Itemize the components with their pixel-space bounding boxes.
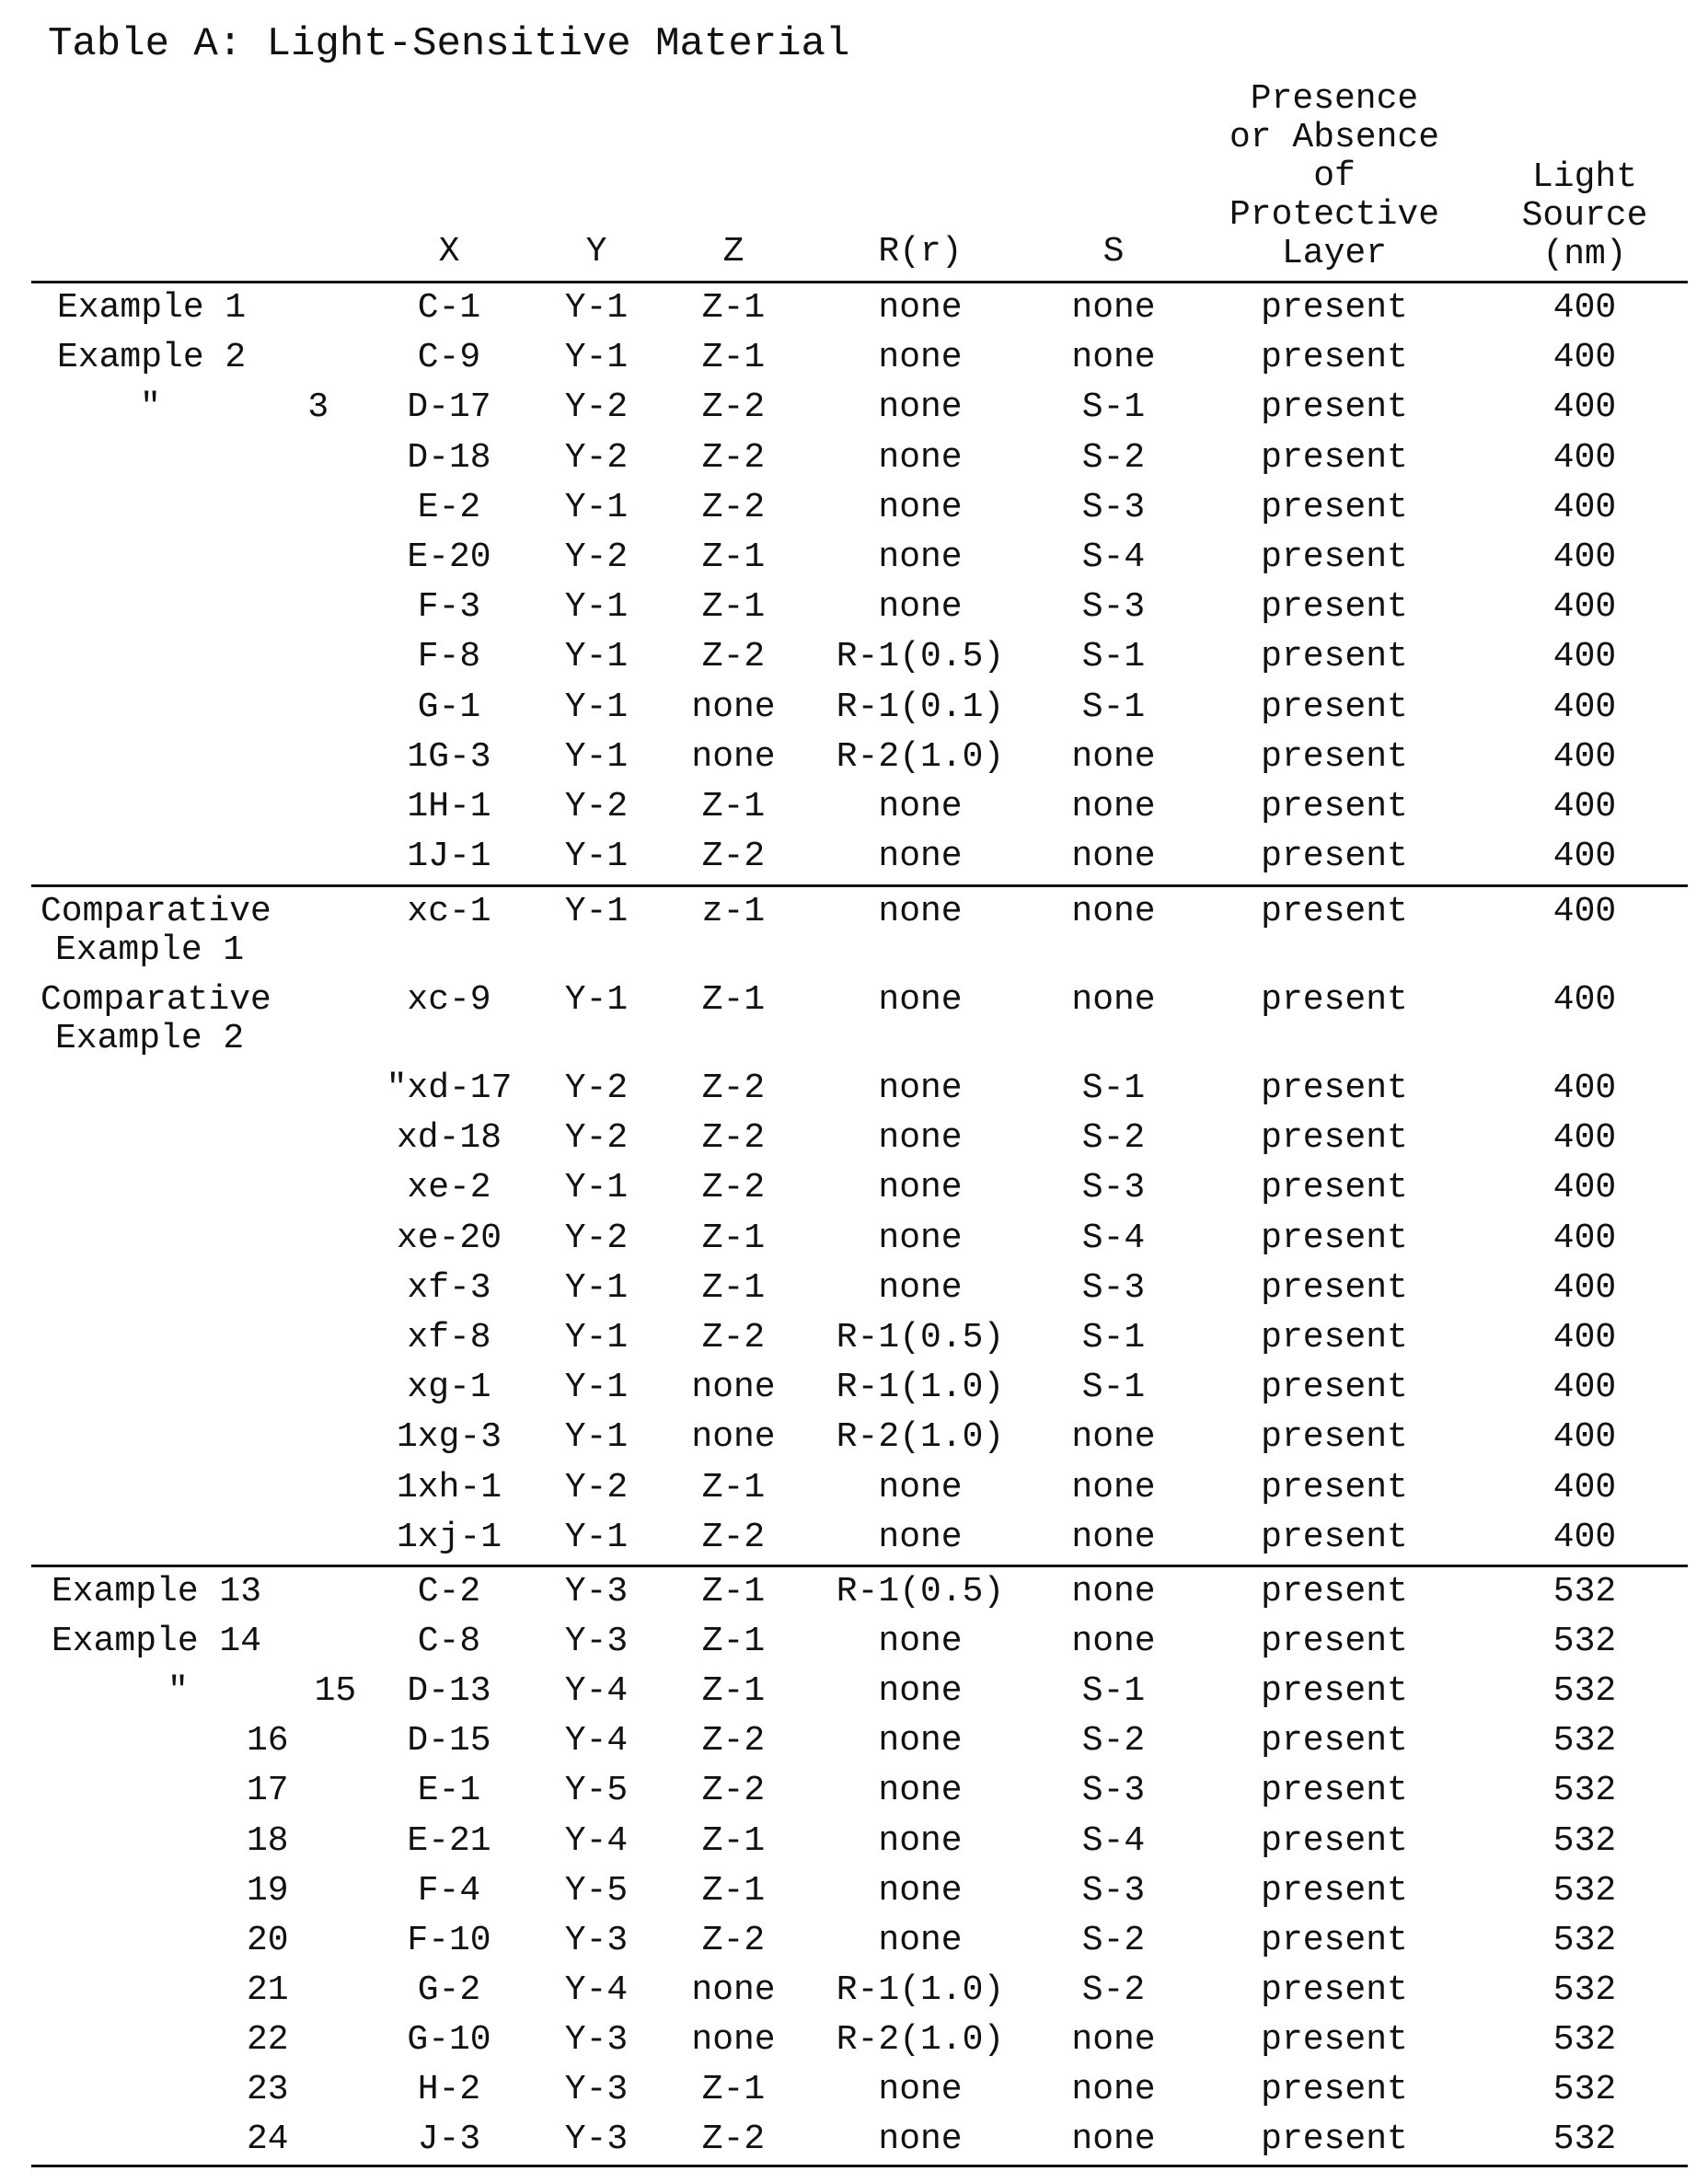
cell-x: 1J-1	[407, 837, 490, 876]
cell-protective: present	[1261, 981, 1408, 1020]
row-label: Example 14	[52, 1623, 261, 1661]
cell-y: Y-1	[565, 289, 628, 328]
row-label: Example 13	[52, 1573, 261, 1611]
cell-z: Z-1	[702, 788, 765, 826]
cell-r: none	[878, 1069, 962, 1108]
table-title: Table A: Light-Sensitive Material	[48, 20, 849, 68]
cell-x: G-2	[418, 1971, 480, 2010]
cell-light: 400	[1553, 339, 1616, 377]
cell-x: 1xj-1	[397, 1519, 502, 1557]
header-y: Y	[586, 233, 607, 271]
cell-z: Z-2	[702, 638, 765, 676]
cell-x: xe-2	[407, 1169, 490, 1207]
row-label: Comparative	[40, 981, 271, 1020]
cell-y: Y-1	[565, 893, 628, 931]
cell-r: none	[878, 1922, 962, 1960]
cell-s: none	[1071, 1623, 1155, 1661]
cell-x: 1xh-1	[397, 1469, 502, 1507]
cell-z: Z-2	[702, 1169, 765, 1207]
cell-x: E-21	[407, 1822, 490, 1861]
cell-y: Y-4	[565, 1822, 628, 1861]
cell-x: "xd-17	[387, 1069, 513, 1108]
row-label: 19	[247, 1872, 289, 1911]
cell-s: S-3	[1082, 1169, 1145, 1207]
cell-protective: present	[1261, 339, 1408, 377]
cell-x: F-4	[418, 1872, 480, 1911]
cell-y: Y-3	[565, 2071, 628, 2109]
cell-z: Z-1	[702, 1672, 765, 1711]
row-label-line2: Example 2	[55, 1020, 244, 1058]
cell-x: E-1	[418, 1772, 480, 1810]
cell-s: none	[1071, 981, 1155, 1020]
cell-r: R-1(1.0)	[837, 1971, 1004, 2010]
cell-y: Y-1	[565, 688, 628, 727]
cell-y: Y-1	[565, 1169, 628, 1207]
cell-protective: present	[1261, 1069, 1408, 1108]
cell-z: Z-1	[702, 1469, 765, 1507]
cell-light: 400	[1553, 489, 1616, 527]
cell-protective: present	[1261, 1722, 1408, 1761]
cell-s: S-1	[1082, 1319, 1145, 1357]
cell-protective: present	[1261, 1519, 1408, 1557]
cell-r: none	[878, 588, 962, 627]
cell-light: 532	[1553, 1722, 1616, 1761]
cell-z: Z-2	[702, 1319, 765, 1357]
cell-light: 400	[1553, 788, 1616, 826]
cell-x: G-10	[407, 2021, 490, 2060]
cell-z: Z-1	[702, 538, 765, 577]
cell-y: Y-2	[565, 1219, 628, 1258]
header-light-3: (nm)	[1542, 236, 1626, 274]
cell-s: S-4	[1082, 1822, 1145, 1861]
cell-x: 1G-3	[407, 738, 490, 777]
cell-x: D-17	[407, 388, 490, 427]
cell-z: Z-1	[702, 2071, 765, 2109]
cell-protective: present	[1261, 289, 1408, 328]
cell-x: C-1	[418, 289, 480, 328]
cell-z: none	[691, 1369, 775, 1407]
cell-protective: present	[1261, 1269, 1408, 1308]
cell-light: 532	[1553, 2120, 1616, 2159]
cell-x: xc-1	[407, 893, 490, 931]
cell-s: none	[1071, 289, 1155, 328]
cell-y: Y-4	[565, 1722, 628, 1761]
cell-x: D-13	[407, 1672, 490, 1711]
cell-light: 400	[1553, 538, 1616, 577]
cell-r: none	[878, 1772, 962, 1810]
cell-protective: present	[1261, 1872, 1408, 1911]
cell-protective: present	[1261, 1822, 1408, 1861]
cell-x: C-9	[418, 339, 480, 377]
row-label: 17	[247, 1772, 289, 1810]
cell-x: E-20	[407, 538, 490, 577]
cell-x: J-3	[418, 2120, 480, 2159]
cell-r: none	[878, 1219, 962, 1258]
cell-light: 532	[1553, 1573, 1616, 1611]
cell-s: none	[1071, 893, 1155, 931]
cell-z: none	[691, 1418, 775, 1457]
cell-y: Y-2	[565, 388, 628, 427]
cell-protective: present	[1261, 688, 1408, 727]
cell-r: none	[878, 1623, 962, 1661]
cell-r: none	[878, 981, 962, 1020]
cell-x: E-2	[418, 489, 480, 527]
cell-x: 1xg-3	[397, 1418, 502, 1457]
cell-light: 400	[1553, 1469, 1616, 1507]
cell-y: Y-1	[565, 339, 628, 377]
cell-protective: present	[1261, 1672, 1408, 1711]
cell-light: 400	[1553, 1369, 1616, 1407]
cell-light: 400	[1553, 1269, 1616, 1308]
cell-r: none	[878, 788, 962, 826]
cell-r: none	[878, 1119, 962, 1158]
header-protective-3: of	[1313, 157, 1356, 196]
cell-light: 400	[1553, 638, 1616, 676]
cell-protective: present	[1261, 1219, 1408, 1258]
row-label: 23	[247, 2071, 289, 2109]
row-label: " 15	[167, 1672, 356, 1711]
cell-r: none	[878, 1519, 962, 1557]
cell-protective: present	[1261, 489, 1408, 527]
cell-light: 400	[1553, 1169, 1616, 1207]
cell-protective: present	[1261, 439, 1408, 478]
cell-y: Y-1	[565, 1319, 628, 1357]
cell-x: D-18	[407, 439, 490, 478]
cell-protective: present	[1261, 893, 1408, 931]
row-label-line2: Example 1	[55, 931, 244, 970]
cell-r: none	[878, 1722, 962, 1761]
cell-protective: present	[1261, 1772, 1408, 1810]
row-label: Example 1	[57, 289, 246, 328]
cell-y: Y-1	[565, 981, 628, 1020]
cell-x: C-8	[418, 1623, 480, 1661]
cell-z: Z-1	[702, 289, 765, 328]
cell-protective: present	[1261, 388, 1408, 427]
row-label: 16	[247, 1722, 289, 1761]
cell-z: Z-2	[702, 439, 765, 478]
cell-protective: present	[1261, 837, 1408, 876]
cell-protective: present	[1261, 1418, 1408, 1457]
cell-light: 532	[1553, 2021, 1616, 2060]
group-rule	[31, 1565, 1688, 1567]
cell-z: Z-2	[702, 1722, 765, 1761]
cell-protective: present	[1261, 738, 1408, 777]
cell-s: none	[1071, 1469, 1155, 1507]
cell-s: none	[1071, 1519, 1155, 1557]
cell-z: Z-2	[702, 489, 765, 527]
cell-protective: present	[1261, 1971, 1408, 2010]
cell-y: Y-5	[565, 1772, 628, 1810]
group-rule	[31, 2165, 1688, 2167]
cell-z: z-1	[702, 893, 765, 931]
cell-z: Z-2	[702, 1922, 765, 1960]
group-rule	[31, 884, 1688, 887]
cell-s: none	[1071, 837, 1155, 876]
cell-x: xf-8	[407, 1319, 490, 1357]
cell-y: Y-3	[565, 1922, 628, 1960]
cell-light: 532	[1553, 1772, 1616, 1810]
cell-x: F-10	[407, 1922, 490, 1960]
cell-z: Z-2	[702, 837, 765, 876]
cell-y: Y-1	[565, 588, 628, 627]
cell-r: none	[878, 2071, 962, 2109]
cell-light: 532	[1553, 1872, 1616, 1911]
cell-x: H-2	[418, 2071, 480, 2109]
cell-protective: present	[1261, 1169, 1408, 1207]
cell-light: 400	[1553, 1069, 1616, 1108]
cell-protective: present	[1261, 1119, 1408, 1158]
cell-y: Y-2	[565, 1069, 628, 1108]
cell-y: Y-4	[565, 1672, 628, 1711]
cell-r: none	[878, 339, 962, 377]
cell-z: Z-2	[702, 388, 765, 427]
cell-x: F-3	[418, 588, 480, 627]
cell-r: none	[878, 1822, 962, 1861]
cell-x: F-8	[418, 638, 480, 676]
cell-light: 400	[1553, 1418, 1616, 1457]
header-light-2: Source	[1522, 197, 1648, 236]
cell-protective: present	[1261, 1469, 1408, 1507]
cell-r: none	[878, 837, 962, 876]
cell-r: R-1(1.0)	[837, 1369, 1004, 1407]
cell-r: none	[878, 1672, 962, 1711]
cell-r: none	[878, 1469, 962, 1507]
row-label: 22	[247, 2021, 289, 2060]
cell-r: none	[878, 893, 962, 931]
cell-y: Y-2	[565, 538, 628, 577]
cell-x: D-15	[407, 1722, 490, 1761]
cell-z: Z-1	[702, 1822, 765, 1861]
cell-s: none	[1071, 1418, 1155, 1457]
cell-protective: present	[1261, 638, 1408, 676]
cell-light: 400	[1553, 388, 1616, 427]
cell-protective: present	[1261, 1623, 1408, 1661]
cell-r: R-2(1.0)	[837, 1418, 1004, 1457]
cell-z: Z-2	[702, 1519, 765, 1557]
cell-light: 400	[1553, 1519, 1616, 1557]
cell-y: Y-1	[565, 1519, 628, 1557]
header-protective-5: Layer	[1282, 235, 1387, 273]
header-rule	[31, 281, 1688, 283]
header-protective-1: Presence	[1251, 80, 1418, 119]
cell-s: S-2	[1082, 1922, 1145, 1960]
cell-protective: present	[1261, 2071, 1408, 2109]
cell-y: Y-1	[565, 638, 628, 676]
header-light-1: Light	[1532, 158, 1637, 197]
cell-protective: present	[1261, 2120, 1408, 2159]
cell-light: 400	[1553, 738, 1616, 777]
cell-z: Z-1	[702, 981, 765, 1020]
cell-light: 400	[1553, 439, 1616, 478]
cell-x: xg-1	[407, 1369, 490, 1407]
cell-s: none	[1071, 2071, 1155, 2109]
cell-s: none	[1071, 738, 1155, 777]
cell-r: none	[878, 1269, 962, 1308]
cell-light: 532	[1553, 1922, 1616, 1960]
cell-s: S-4	[1082, 1219, 1145, 1258]
cell-x: C-2	[418, 1573, 480, 1611]
cell-y: Y-1	[565, 1369, 628, 1407]
cell-light: 400	[1553, 893, 1616, 931]
cell-z: Z-2	[702, 1119, 765, 1158]
cell-y: Y-4	[565, 1971, 628, 2010]
cell-light: 400	[1553, 289, 1616, 328]
cell-z: Z-2	[702, 2120, 765, 2159]
cell-r: none	[878, 1169, 962, 1207]
cell-y: Y-2	[565, 788, 628, 826]
cell-z: none	[691, 738, 775, 777]
cell-z: Z-2	[702, 1772, 765, 1810]
cell-s: S-2	[1082, 1119, 1145, 1158]
cell-x: xc-9	[407, 981, 490, 1020]
cell-s: S-1	[1082, 1672, 1145, 1711]
cell-protective: present	[1261, 1319, 1408, 1357]
cell-y: Y-3	[565, 1573, 628, 1611]
cell-r: R-1(0.5)	[837, 1573, 1004, 1611]
cell-z: Z-1	[702, 1573, 765, 1611]
cell-y: Y-3	[565, 2120, 628, 2159]
cell-protective: present	[1261, 538, 1408, 577]
cell-s: S-1	[1082, 1069, 1145, 1108]
cell-x: xe-20	[397, 1219, 502, 1258]
cell-s: S-1	[1082, 388, 1145, 427]
cell-light: 400	[1553, 688, 1616, 727]
header-x: X	[439, 233, 460, 271]
cell-light: 400	[1553, 588, 1616, 627]
cell-protective: present	[1261, 1369, 1408, 1407]
cell-s: S-1	[1082, 638, 1145, 676]
cell-z: Z-1	[702, 1872, 765, 1911]
cell-z: Z-1	[702, 339, 765, 377]
cell-y: Y-1	[565, 1418, 628, 1457]
row-label: 21	[247, 1971, 289, 2010]
cell-light: 532	[1553, 1822, 1616, 1861]
cell-r: R-1(0.5)	[837, 638, 1004, 676]
cell-y: Y-5	[565, 1872, 628, 1911]
cell-light: 400	[1553, 837, 1616, 876]
cell-s: S-3	[1082, 1269, 1145, 1308]
cell-protective: present	[1261, 1922, 1408, 1960]
cell-s: none	[1071, 788, 1155, 826]
cell-r: R-1(0.1)	[837, 688, 1004, 727]
document-page	[0, 0, 1708, 2183]
cell-s: S-3	[1082, 588, 1145, 627]
cell-s: S-2	[1082, 439, 1145, 478]
cell-light: 400	[1553, 1119, 1616, 1158]
cell-r: none	[878, 439, 962, 478]
cell-z: none	[691, 1971, 775, 2010]
cell-x: G-1	[418, 688, 480, 727]
cell-s: S-2	[1082, 1722, 1145, 1761]
cell-y: Y-2	[565, 439, 628, 478]
cell-x: xd-18	[397, 1119, 502, 1158]
cell-r: R-1(0.5)	[837, 1319, 1004, 1357]
header-protective-2: or Absence	[1229, 119, 1439, 157]
cell-y: Y-1	[565, 837, 628, 876]
header-z: Z	[723, 233, 744, 271]
cell-light: 532	[1553, 1672, 1616, 1711]
cell-s: none	[1071, 2021, 1155, 2060]
cell-x: xf-3	[407, 1269, 490, 1308]
cell-protective: present	[1261, 2021, 1408, 2060]
cell-s: S-4	[1082, 538, 1145, 577]
cell-r: R-2(1.0)	[837, 738, 1004, 777]
cell-r: none	[878, 388, 962, 427]
cell-protective: present	[1261, 788, 1408, 826]
row-label: 24	[247, 2120, 289, 2159]
cell-r: none	[878, 538, 962, 577]
cell-z: Z-1	[702, 1219, 765, 1258]
cell-light: 400	[1553, 1319, 1616, 1357]
row-label: Example 2	[57, 339, 246, 377]
row-label: Comparative	[40, 893, 271, 931]
cell-s: none	[1071, 2120, 1155, 2159]
cell-r: none	[878, 2120, 962, 2159]
cell-r: none	[878, 289, 962, 328]
header-protective-4: Protective	[1229, 196, 1439, 235]
cell-z: Z-1	[702, 1623, 765, 1661]
header-s: S	[1103, 233, 1125, 271]
cell-y: Y-1	[565, 489, 628, 527]
cell-s: S-3	[1082, 1872, 1145, 1911]
cell-light: 400	[1553, 981, 1616, 1020]
cell-y: Y-1	[565, 1269, 628, 1308]
cell-y: Y-1	[565, 738, 628, 777]
cell-s: none	[1071, 1573, 1155, 1611]
cell-y: Y-2	[565, 1119, 628, 1158]
cell-s: S-3	[1082, 489, 1145, 527]
cell-light: 532	[1553, 1623, 1616, 1661]
cell-light: 532	[1553, 1971, 1616, 2010]
header-r: R(r)	[878, 233, 962, 271]
cell-z: none	[691, 2021, 775, 2060]
row-label: " 3	[140, 388, 329, 427]
cell-light: 400	[1553, 1219, 1616, 1258]
cell-z: Z-1	[702, 588, 765, 627]
cell-y: Y-2	[565, 1469, 628, 1507]
cell-s: S-1	[1082, 688, 1145, 727]
cell-y: Y-3	[565, 2021, 628, 2060]
cell-r: none	[878, 1872, 962, 1911]
cell-s: S-1	[1082, 1369, 1145, 1407]
cell-z: none	[691, 688, 775, 727]
cell-s: S-2	[1082, 1971, 1145, 2010]
row-label: 18	[247, 1822, 289, 1861]
cell-s: S-3	[1082, 1772, 1145, 1810]
row-label: 20	[247, 1922, 289, 1960]
cell-y: Y-3	[565, 1623, 628, 1661]
cell-protective: present	[1261, 1573, 1408, 1611]
cell-light: 532	[1553, 2071, 1616, 2109]
cell-protective: present	[1261, 588, 1408, 627]
cell-r: none	[878, 489, 962, 527]
cell-z: Z-1	[702, 1269, 765, 1308]
cell-r: R-2(1.0)	[837, 2021, 1004, 2060]
cell-s: none	[1071, 339, 1155, 377]
cell-z: Z-2	[702, 1069, 765, 1108]
cell-x: 1H-1	[407, 788, 490, 826]
